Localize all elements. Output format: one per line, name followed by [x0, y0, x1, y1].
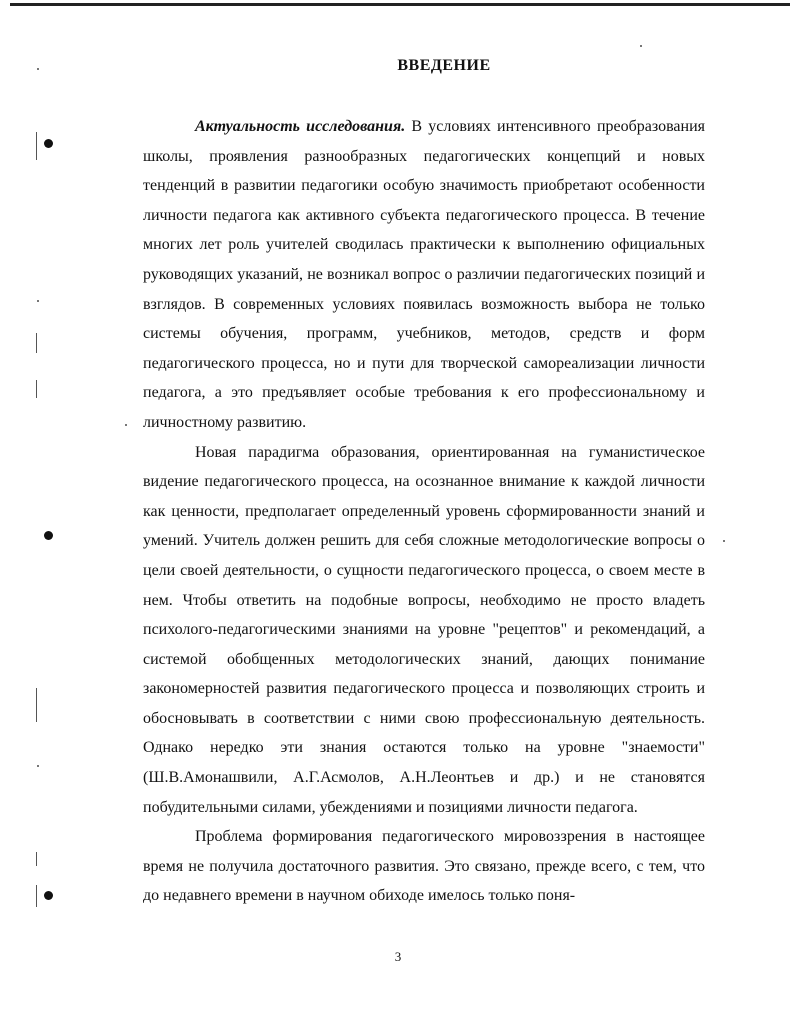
paragraph-relevance — [143, 112, 705, 438]
scan-margin-line — [36, 333, 37, 353]
scan-edge-line — [10, 3, 790, 6]
scan-margin-line — [36, 380, 37, 398]
scan-margin-line — [36, 885, 37, 907]
document-title: ВВЕДЕНИЕ — [397, 57, 491, 74]
scan-margin-line — [36, 132, 37, 160]
scan-speck — [37, 765, 39, 767]
binder-hole-mark — [44, 531, 53, 540]
paragraph-problem: Проблема формирования педагогического мировоззрения в настоящее время не получила достаточного развития. Это связано, прежде всего, с тем, что до недавнего времени в научном обиходе имелось только поня- — [143, 828, 705, 905]
scan-margin-line — [36, 700, 37, 722]
paragraph-paradigm: Новая парадигма образования, ориентированная на гуманистическое видение педагогического процесса, на осознанное внимание к каждой личности как ценности, предполагает определенный уровень сформированности знаний и умений. Учитель должен решить для себя сложные методологические вопросы о цели своей деятельности, о сущности педагогического процесса, о своем месте в нем. Чтобы ответить на подобные вопросы, необходимо не просто владеть психолого-педагогическими знаниями на уровне "рецептов" и рекомендаций, а системой обобщенных методологических знаний, дающих понимание закономерностей развития педагогического процесса и позволяющих строить и обосновывать в соответствии с ними свою профессиональную деятельность. Однако нередко эти знания остаются только на уровне "знаемости" (Ш.В.Амонашвили, А.Г.Асмолов, А.Н.Леонтьев и др.) и не становятся побудительными силами, убеждениями и позициями личности педагога. — [143, 443, 705, 816]
binder-hole-mark — [44, 139, 53, 148]
page-number: 3 — [394, 949, 402, 964]
scan-speck — [723, 540, 725, 542]
document-page — [143, 57, 705, 911]
paragraph-lead: Актуальность исследования. — [195, 118, 406, 135]
scan-speck — [640, 45, 642, 47]
paragraph-text: В условиях интенсивного преобразования школы, проявления разнообразных педагогических концепций и новых тенденций в развитии педагогики особую значимость приобретают особенности личности педагога как активного субъекта педагогического процесса. В течение многих лет роль учителей сводилась практически к выполнению официальных руководящих указаний, не возникал вопрос о различии педагогических позиций и взглядов. В современных условиях появилась возможность выбора не только системы обучения, программ, учебников, методов, средств и форм педагогического процесса, но и пути для творческой самореализации личности педагога, а это предъявляет особые требования к его профессиональному и личностному развитию. — [143, 118, 706, 431]
scan-margin-line — [36, 852, 37, 866]
scan-speck — [125, 424, 127, 426]
binder-hole-mark — [44, 891, 53, 900]
scan-speck — [37, 300, 39, 302]
scan-speck — [37, 68, 39, 70]
